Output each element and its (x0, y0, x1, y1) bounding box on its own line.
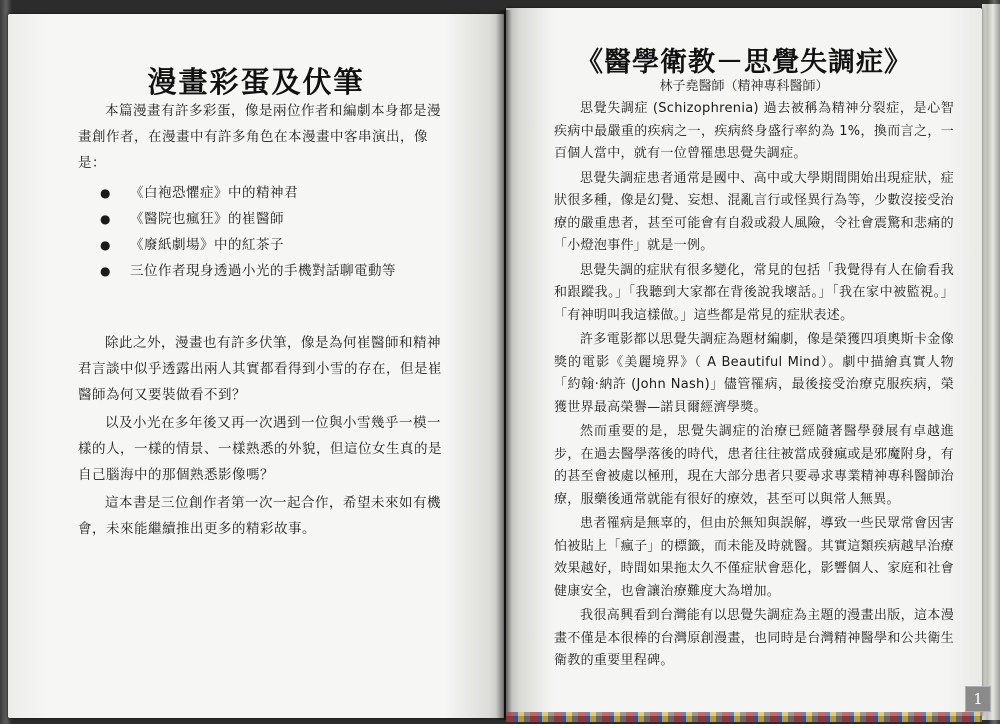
book-page-edges (982, 4, 1000, 720)
book-gutter (496, 10, 512, 720)
bullet-icon: ● (100, 264, 111, 278)
left-page-body (78, 98, 448, 542)
intro-paragraph: 本篇漫畫有許多彩蛋，像是兩位作者和編劇本身都是漫畫創作者，在漫畫中有許多角色在本漫畫中客串演出，像是： (78, 103, 441, 171)
right-page (506, 8, 982, 716)
page-bottom-stripe (506, 712, 982, 722)
left-page (8, 14, 504, 718)
closing-paragraph: 這本書是三位創作者第一次一起合作，希望未來如有機會，未來能繼續推出更多的精彩故事。 (78, 495, 441, 537)
bullet-icon: ● (100, 238, 111, 252)
reunion-paragraph: 以及小光在多年後又再一次遇到一位與小雪幾乎一模一樣的人，一樣的情景、一樣熟悉的外貌，但這位女生真的是自己腦海中的那個熟悉影像嗎？ (78, 415, 442, 483)
article-paragraph: 然而重要的是，思覺失調症的治療已經隨著醫學發展有卓越進步，在過去醫學落後的時代，患者往往被當成發瘋或是邪魔附身，有的甚至會被處以極刑，現在大部分患者只要尋求專業精神專科醫師治療，服藥後通常就能有很好的療效，甚至可以與常人無異。 (554, 424, 954, 507)
list-item: ● 《廢紙劇場》中的紅茶子 (78, 232, 448, 258)
left-page-title: 漫畫彩蛋及伏筆 (147, 65, 365, 99)
right-page-body (554, 98, 954, 675)
right-page-title: 《醫學衛教－思覺失調症》 (576, 47, 912, 78)
article-paragraph: 許多電影都以思覺失調症為題材編劇，像是榮獲四項奧斯卡金像獎的電影《美麗境界》（ A Beautiful Mind）。劇中描繪真實人物「約翰·納許 (John Nash)」儘管罹病，最後接受治療克服疾病，榮獲世界最高榮譽—諾貝爾經濟學獎。 (554, 332, 954, 415)
article-paragraph: 思覺失調症患者通常是國中、高中或大學期間開始出現症狀，症狀很多種，像是幻覺、妄想、混亂言行或怪異行為等，少數沒接受治療的嚴重患者，甚至可能會有自殺或殺人風險，令社會震驚和悲痛的「小燈泡事件」就是一例。 (554, 170, 954, 253)
page-number-badge: 1 (965, 686, 991, 712)
foreshadow-paragraph: 除此之外，漫畫也有許多伏筆，像是為何崔醫師和精神君言談中似乎透露出兩人其實都看得到小雪的存在，但是崔醫師為何又要裝做看不到？ (78, 335, 442, 403)
article-paragraph: 我很高興看到台灣能有以思覺失調症為主題的漫畫出版，這本漫畫不僅是本很棒的台灣原創漫畫，也同時是台灣精神醫學和公共衛生衛教的重要里程碑。 (554, 608, 954, 668)
cameo-list (78, 180, 448, 284)
article-paragraph: 思覺失調症 (Schizophrenia) 過去被稱為精神分裂症，是心智疾病中最嚴重的疾病之一，疾病終身盛行率約為 1%，換而言之，一百個人當中，就有一位曾罹患思覺失調症。 (554, 101, 954, 161)
article-paragraph: 思覺失調的症狀有很多變化，常見的包括「我覺得有人在偷看我和跟蹤我。」「我聽到大家都在背後說我壞話。」「我在家中被監視。」「有神明叫我這樣做。」這些都是常見的症狀表述。 (554, 262, 954, 323)
list-item: ● 《白袍恐懼症》中的精神君 (78, 180, 448, 206)
article-paragraph: 患者罹病是無辜的，但由於無知與誤解，導致一些民眾常會因害怕被貼上「瘋子」的標籤，而未能及時就醫。其實這類疾病越早治療效果越好，時間如果拖太久不僅症狀會惡化，影響個人、家庭和社會健康安全，也會讓治療難度大為增加。 (554, 516, 954, 599)
list-item: ● 《醫院也瘋狂》的崔醫師 (78, 206, 448, 232)
bullet-icon: ● (100, 186, 111, 200)
list-item: ● 三位作者現身透過小光的手機對話聊電動等 (78, 258, 448, 284)
author-byline: 林子堯醫師（精神專科醫師） (659, 79, 829, 94)
bullet-icon: ● (100, 212, 111, 226)
